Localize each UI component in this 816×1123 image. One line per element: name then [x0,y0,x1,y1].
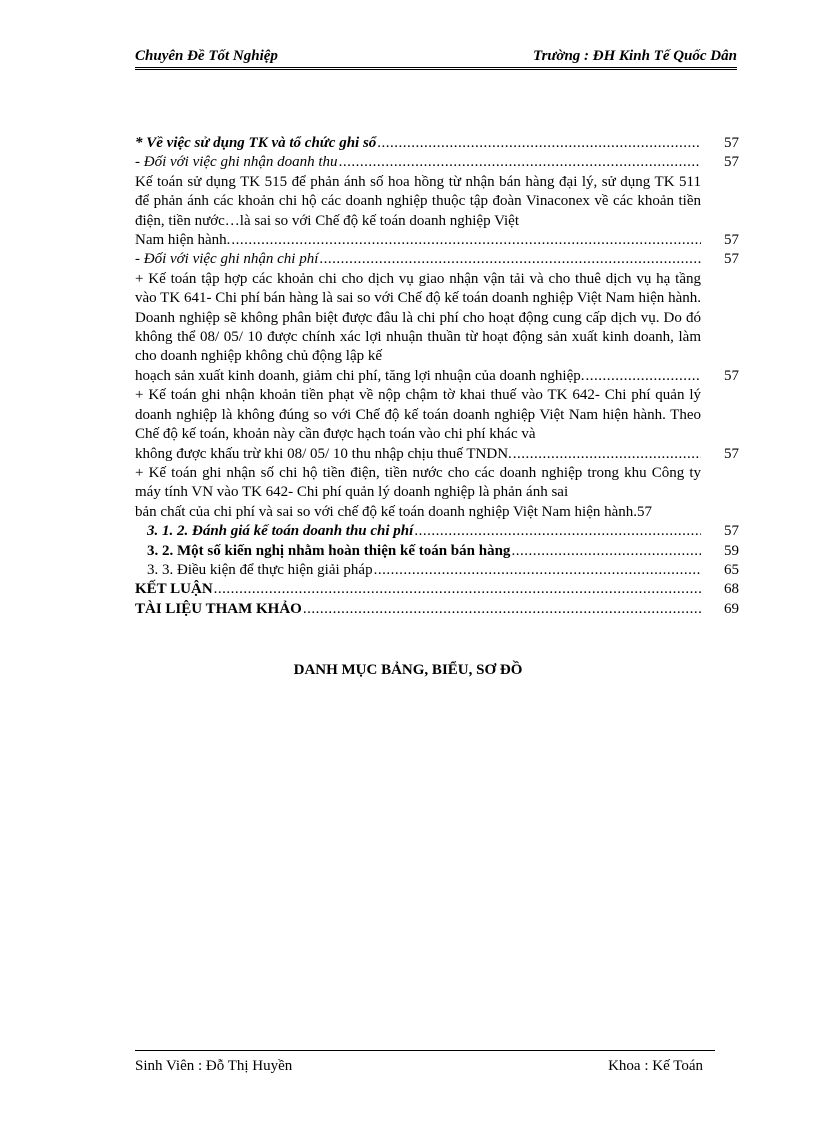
page-header [135,44,737,70]
header-thesis-title: Chuyên Đề Tốt Nghiệp [135,48,278,64]
toc-paragraph-tail: Nam hiện hành. [135,232,231,249]
toc-entry-title: KẾT LUẬN [135,581,213,598]
toc-paragraph-last-line [135,445,739,464]
toc-entry-title: - Đối với việc ghi nhận doanh thu [135,154,338,171]
toc-entry [135,600,739,619]
toc-entry [135,250,739,269]
toc-paragraph-text: + Kế toán tập hợp các khoản chi cho dịch vụ giao nhận vận tải và cho thuê dịch vụ hạ tầng vào TK 641- Chi phí bán hàng là sai so với Chế độ kế toán doanh nghiệp Việt Nam hiện hành. Doanh nghiệp sẽ không phân biệt được đâu là chi phí cho hoạt động cung cấp dịch vụ. Do đó không thể 08/ 05/ 10 được chính xác lợi nhuận thuần từ hoạt động sản xuất kinh doanh, làm cho doanh nghiệp không chủ động lập kế [135,270,701,365]
header-university: Trường : ĐH Kinh Tế Quốc Dân [532,48,737,64]
toc-leader-dots [586,367,702,386]
toc-leader-dots [377,134,701,153]
toc-entry-page: 57 [724,135,739,151]
toc-entry-page: 57 [724,232,739,249]
toc-entry-page: 57 [724,523,739,540]
toc-entry-page: 57 [724,154,739,171]
footer-rule [135,1050,715,1051]
footer-faculty: Khoa : Kế Toán [608,1058,703,1074]
toc-entry-page: 57 [724,251,739,268]
toc-paragraph [135,464,739,522]
toc-entry-page: 59 [724,542,739,559]
toc-entry [135,561,739,580]
header-rule [135,67,737,70]
toc-entry-title: 3. 1. 2. Đánh giá kế toán doanh thu chi phí [147,523,414,540]
toc-entry-page: 57 [637,503,653,520]
toc-paragraph [135,270,739,386]
toc-entry-page: 69 [724,600,739,617]
toc-entry-title: 3. 2. Một số kiến nghị nhằm hoàn thiện kế toán bán hàng [147,542,511,559]
toc-paragraph-last-line [135,503,739,522]
toc-entry [135,580,739,599]
toc-paragraph-tail: bản chất của chi phí và sai so với chế độ kế toán doanh nghiệp Việt Nam hiện hành. [135,503,638,520]
toc-entry-title: - Đối với việc ghi nhận chi phí [135,251,319,268]
toc-paragraph [135,386,739,464]
toc-entry [135,153,739,172]
toc-entry-page: 65 [724,561,739,578]
toc-paragraph-tail: hoạch sản xuất kinh doanh, giảm chi phí, tăng lợi nhuận của doanh nghiệp. [135,367,585,384]
toc-entry-page: 57 [724,445,739,462]
toc-paragraph-last-line [135,231,739,250]
toc-leader-dots [513,445,701,464]
toc-paragraph-text: + Kế toán ghi nhận số chi hộ tiền điện, tiền nước cho các doanh nghiệp trong khu Công ty máy tính VN vào TK 642- Chi phí quản lý doanh nghiệp là phản ánh sai [135,464,701,501]
page-footer [135,1050,715,1074]
toc-entry [135,134,739,153]
toc-leader-dots [319,250,701,269]
toc-entry-page: 68 [724,581,739,598]
toc-leader-dots [214,580,701,599]
toc-paragraph [135,173,739,251]
toc-paragraph-tail: không được khấu trừ khi 08/ 05/ 10 thu nhập chịu thuế TNDN. [135,445,512,462]
toc-entry-page: 57 [724,367,739,384]
table-of-contents [135,134,739,619]
toc-entry-title: * Về việc sử dụng TK và tổ chức ghi sổ [135,135,377,151]
toc-paragraph-text: Kế toán sử dụng TK 515 để phản ánh số hoa hồng từ nhận bán hàng đại lý, sử dụng TK 511 để phản ánh các khoản chi hộ các doanh nghiệp thuộc tập đoàn Vinaconex về các khoản tiền điện, tiền nước…là sai so với Chế độ kế toán doanh nghiệp Việt [135,173,701,229]
section-title: DANH MỤC BẢNG, BIỂU, SƠ ĐỒ [293,662,523,678]
toc-leader-dots [303,600,701,619]
toc-paragraph-last-line [135,367,739,386]
toc-leader-dots [414,522,701,541]
toc-leader-dots [339,153,701,172]
footer-student: Sinh Viên : Đỗ Thị Huyền [135,1058,293,1074]
toc-entry-title: TÀI LIỆU THAM KHẢO [135,600,302,617]
toc-leader-dots [231,231,701,250]
toc-leader-dots [511,542,701,561]
toc-leader-dots [374,561,701,580]
toc-entry [135,522,739,541]
toc-entry [135,542,739,561]
toc-paragraph-text: + Kế toán ghi nhận khoản tiền phạt về nộp chậm tờ khai thuế vào TK 642- Chi phí quản lý doanh nghiệp là không đúng so với Chế độ kế toán doanh nghiệp Việt Nam hiện hành. Theo Chế độ kế toán, khoản này cần được hạch toán vào chi phí khác và [135,387,701,443]
toc-entry-title: 3. 3. Điều kiện để thực hiện giải pháp [147,561,373,578]
